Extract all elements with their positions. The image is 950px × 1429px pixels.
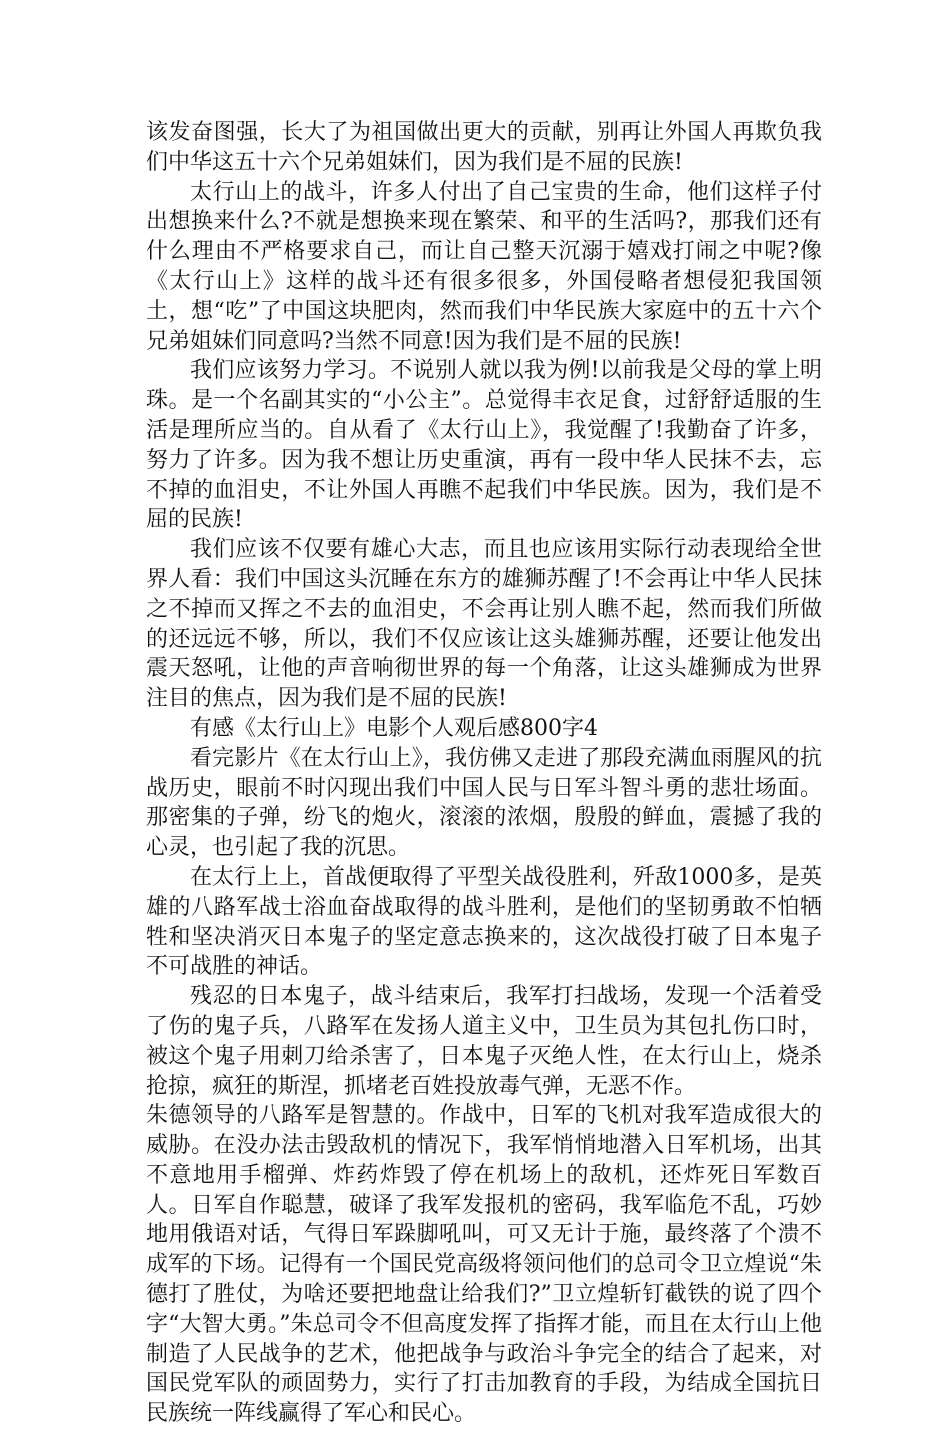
section-heading: 有感《太行山上》电影个人观后感800字4 bbox=[190, 715, 598, 741]
paragraph-5: 看完影片《在太行山上》，我仿佛又走进了那段充满血雨腥风的抗战历史，眼前不时闪现出我们中国人民与日军斗智斗勇的悲壮场面。那密集的子弹，纷飞的炮火，滚滚的浓烟，殷殷的鲜血，震撼了我的心灵，也引起了我的沉思。 bbox=[146, 745, 822, 861]
paragraph-8: 朱德领导的八路军是智慧的。作战中，日军的飞机对我军造成很大的威胁。在没办法击毁敌机的情况下，我军悄悄地潜入日军机场，出其不意地用手榴弹、炸药炸毁了停在机场上的敌机，还炸死日军数百人。日军自作聪慧，破译了我军发报机的密码，我军临危不乱，巧妙地用俄语对话，气得日军跺脚吼叫，可又无计于施，最终落了个溃不成军的下场。记得有一个国民党高级将领问他们的总司令卫立煌说“朱德打了胜仗，为啥还要把地盘让给我们?”卫立煌斩钉截铁的说了四个字“大智大勇。”朱总司令不但高度发挥了指挥才能，而且在太行山上他制造了人民战争的艺术，他把战争与政治斗争完全的结合了起来，对国民党军队的顽固势力，实行了打击加教育的手段，为结成全国抗日民族统一阵线赢得了军心和民心。 bbox=[146, 1103, 822, 1427]
paragraph-4: 我们应该不仅要有雄心大志，而且也应该用实际行动表现给全世界人看：我们中国这头沉睡在东方的雄狮苏醒了!不会再让中华人民抹之不掉而又挥之不去的血泪史，不会再让别人瞧不起，然而我们所做的还远远不够，所以，我们不仅应该让这头雄狮苏醒，还要让他发出震天怒吼，让他的声音响彻世界的每一个角落，让这头雄狮成为世界注目的焦点，因为我们是不屈的民族! bbox=[146, 537, 822, 712]
paragraph-6: 在太行上上，首战便取得了平型关战役胜利，歼敌1000多，是英雄的八路军战士浴血奋战取得的战斗胜利，是他们的坚韧勇敢不怕牺牲和坚决消灭日本鬼子的坚定意志换来的，这次战役打破了日本鬼子不可战胜的神话。 bbox=[146, 864, 822, 980]
paragraph-7: 残忍的日本鬼子，战斗结束后，我军打扫战场，发现一个活着受了伤的鬼子兵，八路军在发扬人道主义中，卫生员为其包扎伤口时，被这个鬼子用刺刀给杀害了，日本鬼子灭绝人性，在太行山上，烧杀抢掠，疯狂的斯涅，抓堵老百姓投放毒气弹，无恶不作。 bbox=[146, 984, 822, 1099]
paragraph-3: 我们应该努力学习。不说别人就以我为例!以前我是父母的掌上明珠。是一个名副其实的“小公主”。总觉得丰衣足食，过舒舒适服的生活是理所应当的。自从看了《太行山上》，我觉醒了!我勤奋了许多，努力了许多。因为我不想让历史重演，再有一段中华人民抹不去，忘不掉的血泪史，不让外国人再瞧不起我们中华民族。因为，我们是不屈的民族! bbox=[146, 358, 822, 533]
document-page bbox=[146, 118, 822, 1429]
paragraph-1: 该发奋图强，长大了为祖国做出更大的贡献，别再让外国人再欺负我们中华这五十六个兄弟姐妹们，因为我们是不屈的民族! bbox=[146, 120, 822, 175]
paragraph-2: 太行山上的战斗，许多人付出了自己宝贵的生命，他们这样子付出想换来什么?不就是想换来现在繁荣、和平的生活吗?，那我们还有什么理由不严格要求自己，而让自己整天沉溺于嬉戏打闹之中呢?像《太行山上》这样的战斗还有很多很多，外国侵略者想侵犯我国领土，想“吃”了中国这块肥肉，然而我们中华民族大家庭中的五十六个兄弟姐妹们同意吗?当然不同意!因为我们是不屈的民族! bbox=[146, 179, 822, 354]
